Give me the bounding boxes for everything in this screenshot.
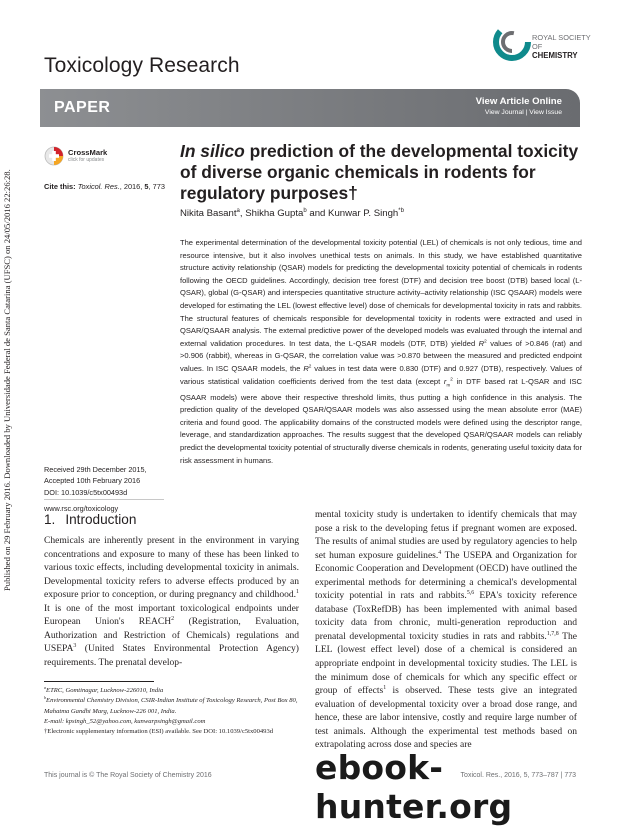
abstract: The experimental determination of the developmental toxicity potential (LEL) of chemicals is not only tedious, time and resource intensive, but it also involves unethical tests on animals. In this study, we have established quantitative structure activity relationship (QSAR) models for predicting the developmental toxicity potential of chemicals in rodents following the OECD guidelines. Accordingly, decision tree forest (DTF) and decision tree boost (DTB) based local (L-QSAR), global (G-QSAR) and interspecies quantitative structure activity–activity relationship (ISC QSAAR) models were developed for estimating the LEL (lowest effective level) dose of chemicals for developmental toxicity in rats and rabbits. The structural features of chemicals responsible for developmental toxicity in rodents were extracted and used in QSAR/QSAAR analysis. The external predictive power of the developed models was evaluated through the internal and external validation procedures. In test data, the L-QSAR models (DTF, DTB) yielded $R^2$ values of >0.846 (rat) and >0.906 (rabbit), whereas in G-QSAR, the correlation value was >0.870 between the measured and predicted endpoint values. In ISC QSAAR models, the $R^2$ values in test data were 0.830 (DTF) and 0.927 (DTB), respectively. Values of various statistical validation coefficients derived from the test data (except $r_m^2$ in DTF based rat L-QSAR and ISC QSAAR models) were above their respective threshold limits, thus putting a high confidence in this analysis. The prediction quality of the developed QSAR/QSAAR models was also assessed using the mean absolute error (MAE) criteria and found good. The applicability domains of the constructed models were defined using the descriptor range, leverage, and standardization approaches. The results suggest that the developed QSAR/QSAAR models can reliably predict the developmental toxicity potential of structurally diverse chemicals in rodents, generating useful toxicity data for risk assessment in humans. <box>180 238 582 465</box>
received-dates: Received 29th December 2015, Accepted 10th February 2016 <box>44 465 147 485</box>
download-notice: Published on 29 February 2016. Downloaded by Universidade Federal de Santa Catarina (UFSC) on 24/05/2016 22:26:28. <box>2 169 12 591</box>
footnote-rule <box>44 681 154 682</box>
authors-text: Nikita Basant$^a$, Shikha Gupta$^b$ and Kunwar P. Singh$^{*b}$ <box>180 207 404 219</box>
crossmark-sub: click for updates <box>68 157 105 163</box>
divider <box>44 499 164 500</box>
author-email[interactable]: E-mail: kpsingh_52@yahoo.com, kunwarpsingh@gmail.com <box>44 717 206 725</box>
body-text-right: mental toxicity study is undertaken to identify chemicals that may pose a risk to the developing fetus if pregnant women are exposed. The results of animal studies are used by regulatory agencies to help set human exposure guidelines.$^4$ The USEPA and Organization for Economic Cooperation and Development (OECD) have outlined the experimental methods for determining a chemical's developmental toxicity potential in rats and rabbits.$^{5,6}$ EPA's toxicity reference database (ToxRefDB) has been implemented with animal based toxicity data from chronic, multi-generation reproduction and prenatal developmental toxicity studies in rats and rabbits.$^{1,7,8}$ The LEL (lowest effect level) dose of a chemical is considered an appropriate endpoint in developmental toxicity studies. The LEL is the minimum dose of chemicals for which any specific effect or group of effects$^1$ is observed. These tests give an integrated evaluation of developmental toxicity over a broad dose range, and hence, these are labor intensive, costly and require large number of test animals. Although the experimental test methods based on extrapolating across dose and species are <box>315 509 578 751</box>
copyright-footer: This journal is © The Royal Society of Chemistry 2016 <box>44 772 212 779</box>
journal-title[interactable]: Toxicology Research <box>44 54 240 77</box>
article-title: In silico prediction of the developmental toxicity of diverse organic chemicals in rodents for regulatory purposes† <box>180 141 579 203</box>
article-links <box>476 96 562 116</box>
crossmark-label[interactable]: CrossMark <box>68 148 108 157</box>
watermark: ebook-hunter.org <box>315 748 513 826</box>
page-footer: Toxicol. Res., 2016, 5, 773–787 | 773 <box>460 772 576 779</box>
body-text-left: Chemicals are inherently present in the environment in varying concentrations and exposure to many of these has been linked to various toxic effects, including developmental toxicity in animals. Developmental toxicity refers to adverse effects produced by an exposure prior to conception, or during pregnancy and childhood.$^1$ It is one of the most important toxicological endpoints under European Union's REACH$^2$ (Registration, Evaluation, Authorization and Restriction of Chemicals) regulations and USEPA$^3$ (United States Environmental Protection Agency) requirements. The prenatal develop- <box>44 535 299 668</box>
citation: Cite this: Toxicol. Res., 2016, 5, 773 <box>44 182 165 191</box>
crossmark-icon[interactable] <box>44 146 64 166</box>
article-type-label: PAPER <box>54 99 111 116</box>
rsc-logo-icon[interactable] <box>492 22 532 62</box>
doi[interactable]: DOI: 10.1039/c5tx00493d <box>44 488 128 497</box>
footnotes: $^a$ETRC, Gomtinagar, Lucknow-226010, India $^b$Environmental Chemistry Division, CSIR-Indian Institute of Toxicology Research, Post Box 80, Mahatma Gandhi Marg, Lucknow-226 001, India. E-mail: kpsingh_52@yahoo.com, kunwarpsingh@gmail.com †Electronic supplementary information (ESI) available. See DOI: 10.1039/c5tx00493d <box>44 686 302 737</box>
author-list <box>180 208 404 219</box>
section-heading: 1. Introduction <box>44 512 137 527</box>
publisher-name: ROYAL SOCIETY OF CHEMISTRY <box>532 33 591 60</box>
view-article-online-link[interactable]: View Article Online <box>475 96 562 107</box>
journal-issue-links[interactable]: View Journal | View Issue <box>484 109 562 116</box>
journal-website[interactable]: www.rsc.org/toxicology <box>44 504 119 513</box>
